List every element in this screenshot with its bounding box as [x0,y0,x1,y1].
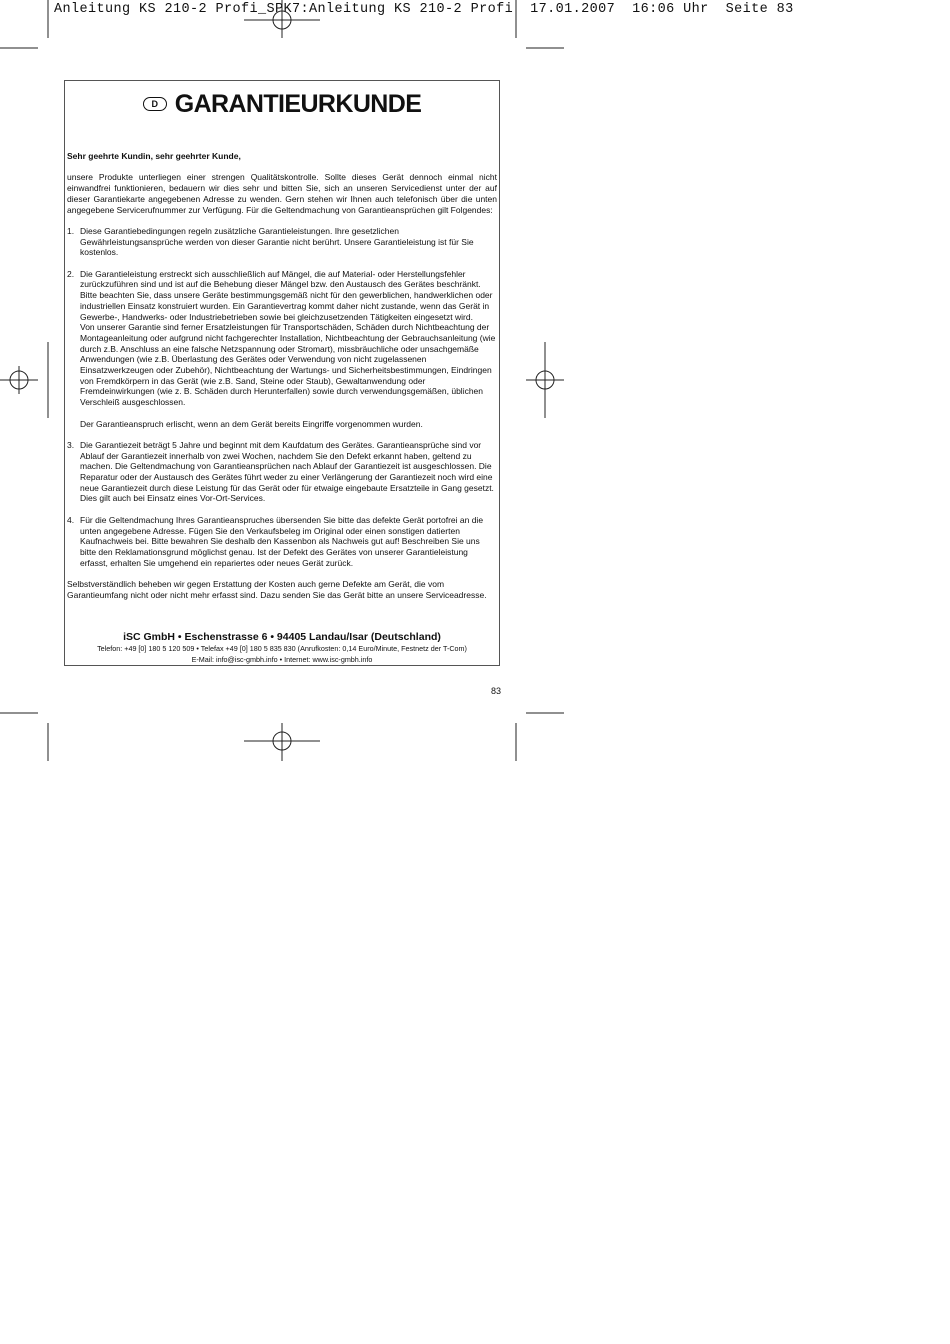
warranty-text [67,151,497,600]
list-item-text: Die Garantieleistung erstreckt sich ausschließlich auf Mängel, die auf Material- oder Herstellungsfehler zurückzuführen sind und ist auf die Behebung dieser Mängel bzw. den Austausch des Gerätes beschränkt. Bitte beachten Sie, dass unsere Geräte bestimmungsgemäß nicht für den gewerblichen, handwerklichen oder industriellen Einsatz konstruiert wurden. Ein Garantievertrag kommt daher nicht zustande, wenn das Gerät in Gewerbe-, Handwerks- oder Industriebetrieben sowie bei gleichzusetzenden Tätigkeiten eingesetzt wird. [80,268,493,322]
list-item [67,515,497,569]
email-internet-line: E-Mail: info@isc-gmbh.info • Internet: www.isc-gmbh.info [191,655,373,664]
greeting: Sehr geehrte Kundin, sehr geehrter Kunde, [67,151,241,161]
company-footer [65,631,499,665]
title-row [65,89,499,119]
page-number: 83 [491,686,502,696]
warranty-card-frame [64,80,500,666]
list-item-text: Die Garantiezeit beträgt 5 Jahre und beginnt mit dem Kaufdatum des Gerätes. Garantieansprüche sind vor Ablauf der Garantiezeit innerhalb von zwei Wochen, nachdem Sie den Defekt erkannt haben, geltend zu machen. Die Geltendmachung von Garantieansprüchen nach Ablauf der Garantiezeit ist ausgeschlossen. Die Reparatur oder der Austausch des Gerätes führt weder zu einer Verlängerung der Garantiezeit noch wird eine neue Garantiezeit durch diese Leistung für das Gerät oder für etwaige eingebaute Ersatzteile in Gang gesetzt. Dies gilt auch bei Einsatz eines Vor-Ort-Services. [80,439,494,504]
list-item-text: Für die Geltendmachung Ihres Garantieanspruches übersenden Sie bitte das defekte Gerät portofrei an die unten angegebene Adresse. Fügen Sie den Verkaufsbeleg im Original oder einen sonstigen datierten Kaufnachweis bei. Bitte bewahren Sie deshalb den Kassenbon als Nachweis gut auf! Beschreiben Sie uns bitte den Reklamationsgrund möglichst genau. Ist der Defekt des Gerätes von unserer Garantieleistung erfasst, erhalten Sie umgehend ein repariertes oder neues Gerät zurück. [80,514,484,568]
list-item-number: 2. [67,268,75,279]
list-item [67,226,497,258]
list-item [67,269,497,430]
list-item-number: 4. [67,514,75,525]
list-item-text: Von unserer Garantie sind ferner Ersatzleistungen für Transportschäden, Schäden durch Nichtbeachtung der Montageanleitung oder aufgrund nicht fachgerechter Installation, Nichtbeachtung der Gebrauchsanleitung (wie durch z.B. Anschluss an eine falsche Netzspannung oder Stromart), missbräuchliche oder unsachgemäße Anwendungen (wie z.B. Überlastung des Gerätes oder Verwendung von nicht zugelassenen Einsatzwerkzeugen oder Zubehör), Nichtbeachtung der Wartungs- und Sicherheitsbestimmungen, Eindringen von Fremdkörpern in das Gerät (wie z.B. Sand, Steine oder Staub), Gewaltanwendung oder Fremdeinwirkungen (wie z. B. Schäden durch Herunterfallen) sowie durch verwendungsgemäßen, üblichen Verschleiß ausgeschlossen. [80,322,496,408]
intro-paragraph: unsere Produkte unterliegen einer strengen Qualitätskontrolle. Sollte dieses Gerät dennoch einmal nicht einwandfrei funktionieren, bedauern wir dies sehr und bitten Sie, sich an unseren Servicedienst unter der auf dieser Garantiekarte angegebenen Adresse zu wenden. Gern stehen wir Ihnen auch telefonisch über die unten angegebene Servicerufnummer zur Verfügung. Für die Geltendmachung von Garantieansprüchen gilt Folgendes: [67,172,497,215]
list-item-number: 3. [67,439,75,450]
list-item [67,440,497,504]
phone-fax-line: Telefon: +49 [0] 180 5 120 509 • Telefax +49 [0] 180 5 835 830 (Anrufkosten: 0,14 Euro/Minute, Festnetz der T-Com) [97,644,467,653]
country-code-badge: D [143,97,167,111]
page-title: GARANTIEURKUNDE [174,89,422,118]
print-slug-line: Anleitung KS 210-2 Profi_SPK7:Anleitung KS 210-2 Profi 17.01.2007 16:06 Uhr Seite 83 [54,2,794,17]
company-address: iSC GmbH • Eschenstrasse 6 • 94405 Landau/Isar (Deutschland) [123,631,441,643]
list-item-text: Der Garantieanspruch erlischt, wenn an dem Gerät bereits Eingriffe vorgenommen wurden. [80,418,423,429]
closing-paragraph: Selbstverständlich beheben wir gegen Erstattung der Kosten auch gerne Defekte am Gerät, die vom Garantieumfang nicht oder nicht mehr erfasst sind. Dazu senden Sie das Gerät bitte an unsere Serviceadresse. [67,579,487,600]
list-item-text: Diese Garantiebedingungen regeln zusätzliche Garantieleistungen. Ihre gesetzlichen Gewährleistungsansprüche werden von dieser Garantie nicht berührt. Unsere Garantieleistung ist für Sie kostenlos. [80,225,474,258]
list-item-number: 1. [67,225,75,236]
